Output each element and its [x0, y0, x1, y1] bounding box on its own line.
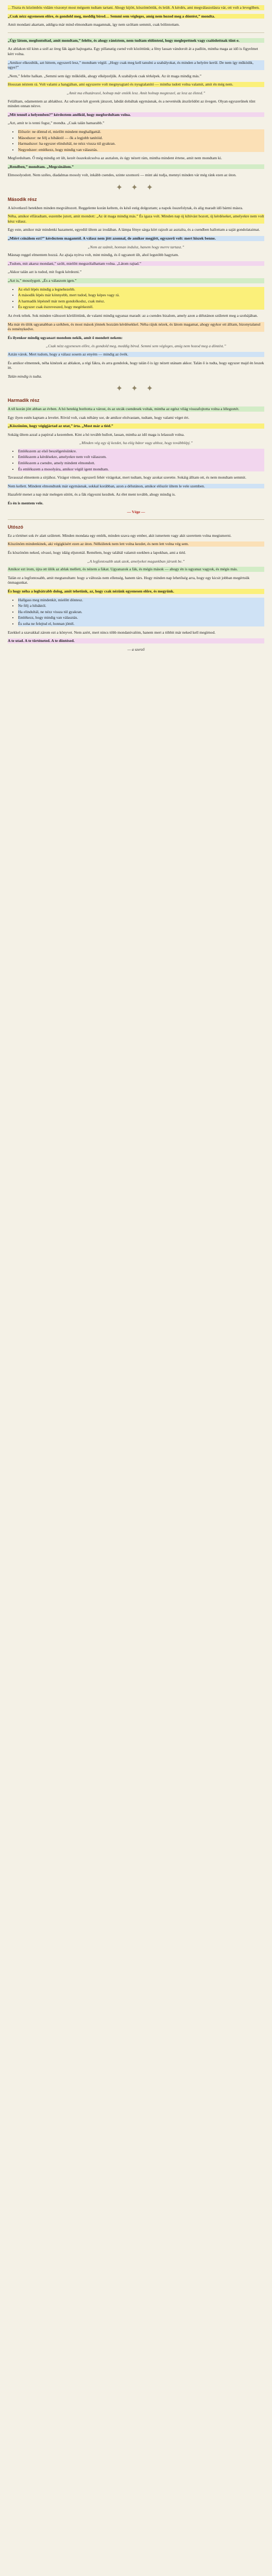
list-item: • A harmadik lépésnél már nem gondolkodsz, csak mész. [18, 299, 264, 304]
paragraph: Ma már én ülök ugyanabban a székben, és most mások jönnek hozzám kérdésekkel. Néha rájuk nézek, és látom magamat, ahogy egykor ott álltam, bizonytalanul és reménykedve. [8, 322, 264, 332]
paragraph: „Nem,” felelte halkan. „Semmi sem úgy működik, ahogy elképzeljük. A szabályok csak térképek. Az út maga mindig más.” [8, 73, 201, 78]
section-break: ✦ ✦ ✦ [115, 183, 157, 193]
paragraph: „Azt, amit te is tenni fogsz,” mondta. „Csak talán hamarabb.” [8, 121, 105, 126]
quote: „Amit ma elhatározol, holnap már emlék lesz. Amit holnap megteszel, az lesz az életed.” [66, 90, 206, 95]
signature: — a szerző [127, 647, 145, 652]
paragraph: Sokáig ültem azzal a papírral a kezemben. Kint a hó tovább hullott, lassan, mintha az idő maga is lelassult volna. [8, 432, 185, 437]
section-break: ✦ ✦ ✦ [115, 384, 157, 394]
afterword-section [8, 525, 264, 652]
paragraph: A következő hetekben minden megváltozott. Reggelente korán keltem, és késő estig dolgoztam; a napok összefolytak, és alig maradt idő bármi másra. [8, 205, 243, 210]
paragraph: Nem kellett. Mindent elmondtunk már egymásnak, sokkal korábban, azon a délutánon, amikor először ültem le vele szemben. [8, 484, 264, 489]
list-item: • Emlékszem a kérdésekre, amelyekre nem volt válaszom. [18, 454, 264, 460]
paragraph: És én is mentem vele. [8, 501, 43, 506]
steps-list [18, 287, 264, 310]
document-page [5, 0, 267, 652]
section-heading: Utószó [8, 524, 23, 530]
quote: „A legfontosabb utak azok, amelyeket magunkban járunk be.” [87, 558, 185, 564]
paragraph: Tavasszal elmentem a sírjához. Virágot vittem, egyszerű fehér virágokat, mert tudtam, hogy azokat szerette. Sokáig álltam ott, és nem mondtam semmit. [8, 475, 247, 480]
paragraph: A tél korán jött abban az évben. A hó hetekig borította a várost, és az utcák csendesek voltak, mintha az egész világ visszafojtotta volna a lélegzetét. [8, 406, 264, 412]
paragraph: Megfordultam. Ő még mindig ott ült, kezét összekulcsolva az asztalon, és úgy nézett rám, mintha mindent értene, amit nem mondtam ki. [8, 156, 222, 161]
paragraph: Amikor ezt írom, újra ott ülök az ablak mellett, és nézem a fákat. Ugyanazok a fák, és mégis mások — ahogy én is ugyanaz vagyok, és mégis más. [8, 567, 264, 572]
paragraph: Köszönöm mindenkinek, aki végigkísért ezen az úton. Nélkületek nem lett volna kezdet, és nem lett volna vég sem. [8, 541, 264, 547]
paragraph: Elmosolyodott. Nem széles, diadalmas mosoly volt, inkább csendes, szinte szomorú — mint aki tudja, mennyi minden vár még ránk ezen az úton. [8, 173, 236, 178]
divider [8, 32, 264, 33]
section-three [8, 398, 264, 514]
paragraph: „Miért csinálom ezt?” kérdeztem magamtól. A válasz nem jött azonnal, de amikor megjött, egyszerű volt: mert hiszek benne. [8, 236, 264, 241]
paragraph: Hazafelé menet a nap már melegen sütött, és a fák rügyezni kezdtek. Az élet ment tovább, ahogy mindig is. [8, 492, 176, 497]
paragraph: „Akkor talán azt is tudod, mit fogok kérdezni.” [8, 269, 82, 275]
intro-section [8, 5, 264, 27]
paragraph: „Azt is,” mosolygott. „És a válaszom igen.” [8, 278, 264, 283]
section-one [8, 38, 264, 178]
paragraph: Másnap reggel elmentem hozzá. Az ajtaja nyitva volt, mint mindig, és ő ugyanott ült, ahol legutóbb hagytam. [8, 252, 179, 258]
section-heading: Második rész [8, 197, 37, 202]
paragraph: A te utad. A te történeted. A te döntésed. [8, 638, 264, 643]
paragraph: Hosszan néztem rá. Volt valami a hangjában, ami egyszerre volt megnyugtató és nyugtalanító — mintha tudott volna valamit, amit én még nem. [8, 82, 264, 87]
list-item: • És egyszer csak észreveszed, hogy megérkeztél. [18, 304, 264, 310]
paragraph: „Mit tennél a helyemben?” kérdeztem anélkül, hogy megfordultam volna. [8, 112, 264, 117]
intro-paragraph: Amit mondani akartam, addigra már mind elmondtam magamnak, így nem szóltam semmit, csak bólintottam. [8, 22, 180, 27]
paragraph: Felálltam, odamentem az ablakhoz. Az udvaron két gyerek játszott, labdát dobáltak egymásnak, és a nevetésük átszűrődött az üvegen. Olyan egyszerűnek tűnt minden onnan nézve. [8, 98, 256, 109]
paragraph: Ez a történet sok év alatt született. Minden mondata egy emlék, minden szava egy ember, akit ismertem vagy akit szerettem volna megismerni. [8, 533, 232, 538]
quote: „Nem az számít, honnan indulsz, hanem hogy merre tartasz.” [88, 244, 184, 249]
paragraph: Talán ez a legfontosabb, amit megtanultam: hogy a változás nem ellenség, hanem társ. Hogy minden nap lehetőség arra, hogy egy kicsit jobban megértsük önmagunkat. [8, 575, 250, 585]
paragraph: Talán mindig is tudta. [8, 374, 42, 379]
paragraph: Ezekkel a szavakkal zárom ezt a könyvet. Nem azért, mert nincs több mondanivalóm, hanem mert a többit már neked kell megírnod. [8, 630, 216, 635]
section-two [8, 197, 264, 379]
paragraph: Egy este, amikor már mindenki hazament, egyedül ültem az irodában. A lámpa fénye sárga kört rajzolt az asztalra, és a csendben hallottam a saját gondolataimat. [8, 227, 260, 232]
advice-list [18, 129, 264, 152]
list-item: • Emlékezz, hogy mindig van választás. [18, 615, 264, 620]
list-item: • Ha elindultál, ne nézz vissza túl gyakran. [18, 609, 264, 615]
list-item: • Másodszor: ne félj a hibáktól — ők a legjobb tanítóid. [18, 135, 264, 141]
paragraph: „Amikor elkezdtük, azt hittem, egyszerű lesz,” mondtam végül. „Hogy csak meg kell tanulni a szabályokat, és minden a helyére kerül. De nem így működik, ugye?” [8, 60, 264, 70]
intro-paragraph: „Csak nézz egyenesen előre, és gondold meg, meddig bírod… Semmi sem végleges, amíg nem hozod meg a döntést,” mondta. [8, 14, 264, 19]
paragraph: Egy ilyen estén kaptam a levelet. Rövid volt, csak néhány sor, de amikor elolvastam, tudtam, hogy valami véget ért. [8, 415, 190, 420]
paragraph: Az ablakon túl kinn a szél az öreg fák ágait hajtogatta. Egy pillanatig csend volt közöttünk; a fény lassan vándorolt át a padlón, mintha maga az idő is figyelmet kért volna. [8, 46, 258, 56]
list-item: • Negyedszer: emlékezz, hogy mindig van választás. [18, 147, 264, 152]
list-item: • Az első lépés mindig a legnehezebb. [18, 287, 264, 292]
list-item: • Emlékszem a csendre, amely mindent elmondott. [18, 461, 264, 466]
closing-mark: — Vége — [127, 509, 145, 514]
paragraph: Néha, amikor elfáradtam, eszembe jutott, amit mondott: „Az út maga mindig más.” És igaza volt. Minden nap új kihívást hozott, új kérdéseket, amelyekre nem volt kész válasz. [8, 214, 264, 224]
divider [8, 519, 264, 520]
paragraph: És köszönöm neked, olvasó, hogy idáig eljutottál. Remélem, hogy találtál valamit ezekben a lapokban, ami a tiéd. [8, 550, 186, 555]
quote: „Csak nézz egyenesen előre, és gondold meg, meddig bírod. Semmi sem végleges, amíg nem hozod meg a döntést.” [46, 344, 226, 349]
paragraph: És amikor elmennek, néha kinézek az ablakon, a régi fákra, és arra gondolok, hogy talán ő is így nézett utánam akkor. Talán ő is tudta, hogy egyszer majd én leszek itt. [8, 360, 264, 370]
list-item: • És emlékszem a mosolyára, amikor végül igent mondtam. [18, 467, 264, 472]
list-item: • Harmadszor: ha egyszer elindultál, ne nézz vissza túl gyakran. [18, 141, 264, 146]
paragraph: „Rendben,” mondtam. „Megcsinálom.” [8, 164, 264, 170]
paragraph: És ilyenkor mindig ugyanazt mondom nekik, amit ő mondott nekem: [8, 335, 123, 340]
paragraph: „Tudom, mit akarsz mondani,” szólt, mielőtt megszólalhattam volna. „Látom rajtad.” [8, 261, 264, 266]
section-lead: „Úgy látom, megfontoltad, amit mondtam,” felelte, és ahogy ránéztem, nem tudtam eldönteni, hogy meglepettnek vagy csalódottnak tűnt-e. [8, 38, 264, 43]
paragraph: Az évek teltek. Sok minden változott körülöttünk, de valami mindig ugyanaz maradt: az a csendes bizalom, amely azon a délutánon született meg a szobájában. [8, 313, 258, 318]
paragraph: És hogy néha a legbátrabb dolog, amit tehetünk, az, hogy csak nézünk egyenesen előre, és megyünk. [8, 589, 264, 594]
list-item: • És soha ne felejtsd el, honnan jöttél. [18, 621, 264, 626]
list-item: • Hallgass meg mindenkit, mielőtt döntesz. [18, 598, 264, 603]
lessons-list [18, 598, 264, 626]
memories-list [18, 449, 264, 471]
list-item: • Ne félj a hibáktól. [18, 603, 264, 608]
list-item: • Emlékszem az első beszélgetésünkre. [18, 449, 264, 454]
paragraph: „Köszönöm, hogy végigjártad az utat,” írta. „Most már a tiéd.” [8, 423, 264, 429]
list-item: • Először: ne döntsd el, mielőtt mindent meghallgattál. [18, 129, 264, 134]
quote: „Minden vég egy új kezdet, ha elég bátor vagy ahhoz, hogy továbblépj.” [79, 440, 193, 446]
paragraph: Aztán várok. Mert tudom, hogy a válasz sosem az enyém — mindig az övék. [8, 352, 264, 357]
intro-paragraph: …Tiszta és közömbös vidám viszonyt most mégsem tudtam tartani. Ahogy kijött, köszöntöttük, és leült. A kérdés, ami megválaszolásra vár, ott volt a levegőben. [8, 5, 264, 10]
section-heading: Harmadik rész [8, 398, 40, 403]
list-item: • A második lépés már könnyebb, mert tudod, hogy képes vagy rá. [18, 293, 264, 298]
